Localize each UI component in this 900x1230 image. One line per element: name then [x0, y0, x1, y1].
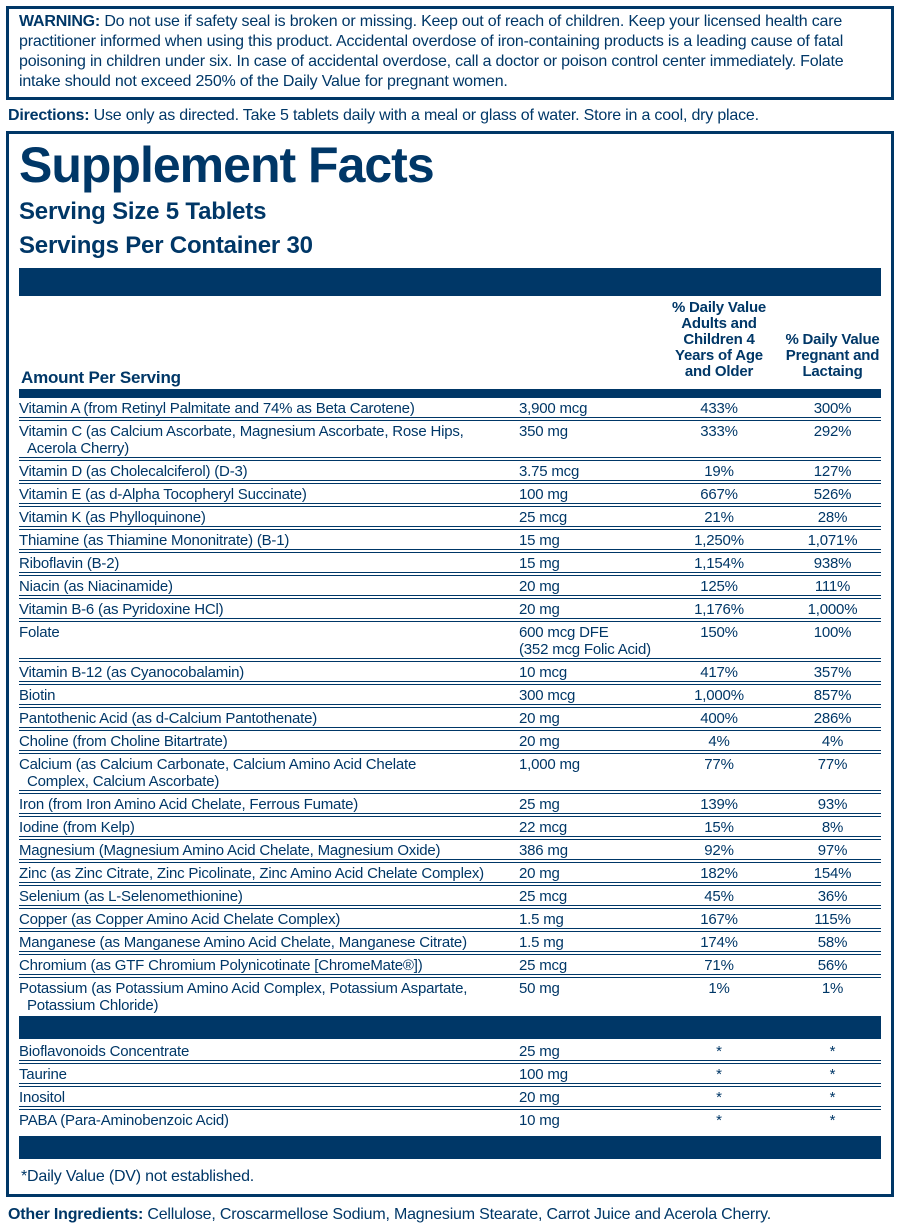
ingredient-name: Biotin — [19, 683, 519, 706]
table-row — [19, 729, 881, 752]
other-ingredients-label: Other Ingredients: — [8, 1206, 144, 1223]
daily-value-adults: 1,154% — [654, 551, 784, 574]
daily-value-pregnant: 938% — [784, 551, 881, 574]
supplement-facts-panel — [6, 131, 894, 1197]
daily-value-pregnant: 97% — [784, 838, 881, 861]
ingredient-name: PABA (Para-Aminobenzoic Acid) — [19, 1112, 229, 1129]
daily-value-pregnant: 77% — [784, 752, 881, 792]
other-nutrients-table — [19, 1041, 881, 1129]
daily-value-pregnant: 292% — [784, 419, 881, 459]
daily-value-pregnant: 857% — [784, 683, 881, 706]
ingredient-name: Vitamin B-6 (as Pyridoxine HCl) — [19, 597, 519, 620]
daily-value-adults: 433% — [654, 398, 784, 419]
ingredient-amount: 100 mg — [519, 1062, 654, 1085]
daily-value-adults: 167% — [654, 907, 784, 930]
daily-value-adults: * — [654, 1062, 784, 1085]
ingredient-name: Manganese (as Manganese Amino Acid Chelate, Manganese Citrate) — [19, 930, 519, 953]
directions-label: Directions: — [8, 107, 90, 124]
table-row — [19, 419, 881, 459]
daily-value-adults: 1,250% — [654, 528, 784, 551]
warning-label: WARNING: — [19, 13, 101, 30]
daily-value-adults: 1,176% — [654, 597, 784, 620]
daily-value-pregnant-header: % Daily Value Pregnant and Lactaing — [785, 331, 880, 380]
daily-value-adults: * — [716, 1112, 722, 1129]
daily-value-pregnant: 100% — [784, 620, 881, 660]
divider-bar — [19, 389, 881, 398]
daily-value-adults: 1% — [708, 980, 730, 997]
warning-text: WARNING: Do not use if safety seal is broken or missing. Keep out of reach of children. Keep your licensed health care practitioner informed when using this product. Accidental overdose of iron-containing products is a leading cause of fatal poisoning in children under six. In case of accidental overdose, call a doctor or poison control center immediately. Folate intake should not exceed 250% of the Daily Value for pregnant women. — [19, 13, 844, 90]
daily-value-pregnant: 154% — [784, 861, 881, 884]
ingredient-name: Vitamin D (as Cholecalciferol) (D-3) — [19, 459, 519, 482]
ingredient-name: Niacin (as Niacinamide) — [19, 574, 519, 597]
daily-value-pregnant: 111% — [784, 574, 881, 597]
daily-value-footnote: *Daily Value (DV) not established. — [21, 1168, 255, 1185]
ingredient-amount: 20 mg — [519, 729, 654, 752]
amount-per-serving-header: Amount Per Serving — [21, 368, 181, 387]
daily-value-pregnant: 1,000% — [784, 597, 881, 620]
ingredient-amount: 25 mcg — [519, 505, 654, 528]
ingredient-name: Vitamin B-12 (as Cyanocobalamin) — [19, 660, 519, 683]
table-row — [19, 1041, 881, 1062]
table-row — [19, 551, 881, 574]
daily-value-adults: 45% — [654, 884, 784, 907]
ingredient-name: Vitamin K (as Phylloquinone) — [19, 505, 519, 528]
divider-bar — [19, 268, 881, 296]
daily-value-pregnant: 93% — [784, 792, 881, 815]
ingredient-name: Choline (from Choline Bitartrate) — [19, 729, 519, 752]
ingredient-amount: 25 mg — [519, 792, 654, 815]
ingredient-name: Selenium (as L-Selenomethionine) — [19, 884, 519, 907]
ingredient-amount: 15 mg — [519, 551, 654, 574]
ingredient-amount: 600 mcg DFE (352 mcg Folic Acid) — [519, 620, 654, 660]
warning-box — [6, 6, 894, 100]
table-row — [19, 792, 881, 815]
ingredient-name: Vitamin C (as Calcium Ascorbate, Magnesium Ascorbate, Rose Hips, Acerola Cherry) — [19, 419, 519, 459]
ingredient-name: Taurine — [19, 1062, 519, 1085]
daily-value-pregnant: * — [784, 1062, 881, 1085]
table-row — [19, 528, 881, 551]
table-row — [19, 1062, 881, 1085]
table-row — [19, 884, 881, 907]
table-row — [19, 683, 881, 706]
daily-value-adults: 21% — [654, 505, 784, 528]
daily-value-pregnant: 8% — [784, 815, 881, 838]
ingredient-amount: 25 mcg — [519, 884, 654, 907]
table-row — [19, 706, 881, 729]
daily-value-adults-header: % Daily Value Adults and Children 4 Years of Age and Older — [671, 299, 767, 380]
daily-value-adults: 667% — [654, 482, 784, 505]
ingredient-name: Vitamin E (as d-Alpha Tocopheryl Succinate) — [19, 482, 519, 505]
ingredient-amount: 20 mg — [519, 706, 654, 729]
ingredient-name: Iron (from Iron Amino Acid Chelate, Ferrous Fumate) — [19, 792, 519, 815]
daily-value-pregnant: * — [784, 1085, 881, 1108]
table-row — [19, 815, 881, 838]
ingredient-name: Zinc (as Zinc Citrate, Zinc Picolinate, Zinc Amino Acid Chelate Complex) — [19, 861, 519, 884]
table-row — [19, 482, 881, 505]
ingredient-amount: 10 mg — [519, 1112, 560, 1129]
daily-value-adults: 139% — [654, 792, 784, 815]
ingredient-amount: 20 mg — [519, 861, 654, 884]
table-row — [19, 752, 881, 792]
ingredient-amount: 20 mg — [519, 597, 654, 620]
ingredient-amount: 3,900 mcg — [519, 398, 654, 419]
ingredient-name: Iodine (from Kelp) — [19, 815, 519, 838]
ingredient-amount: 10 mcg — [519, 660, 654, 683]
servings-per-container: Servings Per Container 30 — [19, 232, 313, 259]
daily-value-adults: 19% — [654, 459, 784, 482]
supplement-facts-title: Supplement Facts — [19, 137, 434, 193]
table-row — [19, 838, 881, 861]
daily-value-pregnant: 300% — [784, 398, 881, 419]
daily-value-pregnant: 357% — [784, 660, 881, 683]
ingredient-amount: 25 mcg — [519, 953, 654, 976]
daily-value-pregnant: 56% — [784, 953, 881, 976]
serving-size: Serving Size 5 Tablets — [19, 198, 267, 225]
ingredient-name: Chromium (as GTF Chromium Polynicotinate [ChromeMate®]) — [19, 953, 519, 976]
ingredient-name: Folate — [19, 620, 519, 660]
ingredient-amount: 1.5 mg — [519, 930, 654, 953]
daily-value-adults: 92% — [654, 838, 784, 861]
divider-bar — [19, 1016, 881, 1039]
ingredient-amount: 1.5 mg — [519, 907, 654, 930]
daily-value-adults: * — [654, 1085, 784, 1108]
daily-value-pregnant: 286% — [784, 706, 881, 729]
daily-value-pregnant: 36% — [784, 884, 881, 907]
table-row — [19, 1108, 881, 1129]
table-row — [19, 620, 881, 660]
ingredient-amount: 300 mcg — [519, 683, 654, 706]
daily-value-adults: 71% — [654, 953, 784, 976]
table-row — [19, 861, 881, 884]
daily-value-pregnant: 28% — [784, 505, 881, 528]
daily-value-adults: 77% — [654, 752, 784, 792]
daily-value-adults: 150% — [654, 620, 784, 660]
table-row — [19, 930, 881, 953]
daily-value-adults: 333% — [654, 419, 784, 459]
column-headers — [19, 300, 881, 389]
daily-value-pregnant: * — [784, 1041, 881, 1062]
table-row — [19, 953, 881, 976]
ingredient-amount: 1,000 mg — [519, 752, 654, 792]
daily-value-adults: 4% — [654, 729, 784, 752]
table-row — [19, 660, 881, 683]
ingredient-name: Calcium (as Calcium Carbonate, Calcium Amino Acid Chelate Complex, Calcium Ascorbate) — [19, 752, 519, 792]
daily-value-adults: 174% — [654, 930, 784, 953]
daily-value-adults: 400% — [654, 706, 784, 729]
daily-value-pregnant: * — [829, 1112, 836, 1129]
daily-value-pregnant: 1% — [821, 980, 844, 997]
daily-value-adults: 1,000% — [654, 683, 784, 706]
table-row — [19, 1085, 881, 1108]
daily-value-adults: 15% — [654, 815, 784, 838]
daily-value-adults: 182% — [654, 861, 784, 884]
daily-value-pregnant: 1,071% — [784, 528, 881, 551]
ingredient-amount: 15 mg — [519, 528, 654, 551]
daily-value-pregnant: 58% — [784, 930, 881, 953]
ingredient-name: Bioflavonoids Concentrate — [19, 1041, 519, 1062]
ingredient-amount: 100 mg — [519, 482, 654, 505]
other-ingredients: Other Ingredients: Cellulose, Croscarmellose Sodium, Magnesium Stearate, Carrot Juice and Acerola Cherry. — [8, 1206, 772, 1223]
ingredient-amount: 3.75 mcg — [519, 459, 654, 482]
ingredient-name: Pantothenic Acid (as d-Calcium Pantothenate) — [19, 706, 519, 729]
daily-value-adults: 417% — [654, 660, 784, 683]
table-row — [19, 459, 881, 482]
ingredient-name: Magnesium (Magnesium Amino Acid Chelate, Magnesium Oxide) — [19, 838, 519, 861]
ingredient-name: Potassium (as Potassium Amino Acid Complex, Potassium Aspartate, Potassium Chloride) — [19, 980, 468, 1014]
ingredients-table — [19, 398, 881, 1014]
table-row — [19, 907, 881, 930]
ingredient-amount: 22 mcg — [519, 815, 654, 838]
daily-value-pregnant: 4% — [784, 729, 881, 752]
ingredient-amount: 20 mg — [519, 574, 654, 597]
ingredient-amount: 20 mg — [519, 1085, 654, 1108]
ingredient-amount: 350 mg — [519, 419, 654, 459]
ingredient-name: Vitamin A (from Retinyl Palmitate and 74% as Beta Carotene) — [19, 398, 519, 419]
ingredient-amount: 25 mg — [519, 1041, 654, 1062]
daily-value-pregnant: 115% — [784, 907, 881, 930]
table-row — [19, 597, 881, 620]
ingredient-amount: 386 mg — [519, 838, 654, 861]
table-row — [19, 574, 881, 597]
ingredient-name: Thiamine (as Thiamine Mononitrate) (B-1) — [19, 528, 519, 551]
ingredient-name: Inositol — [19, 1085, 519, 1108]
ingredient-amount: 50 mg — [519, 980, 560, 997]
ingredient-name: Copper (as Copper Amino Acid Chelate Complex) — [19, 907, 519, 930]
daily-value-pregnant: 127% — [784, 459, 881, 482]
table-row — [19, 976, 881, 1014]
daily-value-adults: * — [654, 1041, 784, 1062]
table-row — [19, 505, 881, 528]
daily-value-adults: 125% — [654, 574, 784, 597]
directions: Directions: Use only as directed. Take 5 tablets daily with a meal or glass of water. Store in a cool, dry place. — [8, 107, 759, 124]
daily-value-pregnant: 526% — [784, 482, 881, 505]
table-row — [19, 398, 881, 419]
ingredient-name: Riboflavin (B-2) — [19, 551, 519, 574]
divider-bar — [19, 1136, 881, 1159]
